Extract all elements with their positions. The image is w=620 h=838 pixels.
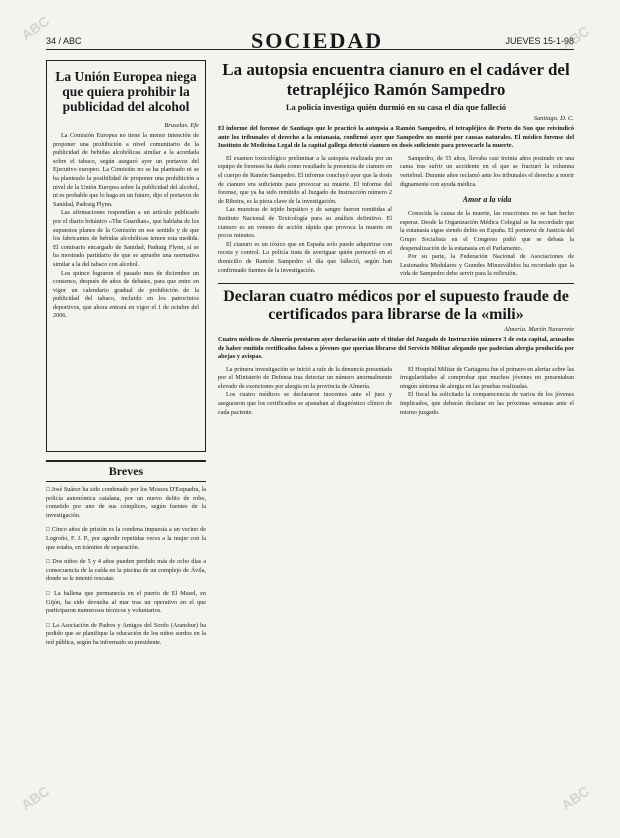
sampedro-subhead: La policía investiga quién durmió en su casa el día que falleció	[285, 103, 507, 112]
mili-paragraph: El Hospital Militar de Cartagena fue el primero en alertar sobre las irregularidades al comprobar que muchos jóvenes no presentaban ningún síntoma de alergia en las pruebas realizadas.	[400, 365, 574, 390]
sampedro-lead: El informe del forense de Santiago que le practicó la autopsia a Ramón Sampedro, el tetrapléjico de Porto do Son que reivindicó ante los tribunales el derecho a la eutanasia, confirmó ayer que Sampedro no murió por causas naturales. El médico forense del Instituto de Medicina Legal de la capital gallega detectó cianuro en dosis suficiente para provocarle la muerte.	[218, 125, 574, 150]
mili-dateline: Almería. Martín Navarrete	[504, 325, 574, 333]
issue-date: JUEVES 15-1-98	[505, 36, 574, 46]
sampedro-paragraph: Sampedro, de 55 años, llevaba casi treinta años postrado en una cama tras sufrir un accidente en el que se fracturó la columna vertebral. Durante años reclamó ante los tribunales el derecho a morir dignamente con ayuda médica.	[400, 154, 574, 188]
breve-item: □ Dos niños de 5 y 4 años pueden perdido más de ocho días a consecuencia de la caída en la piscina de un complejo de Ávila, donde se le intentó rescatar.	[46, 558, 206, 583]
alcohol-paragraph: La Comisión Europea no tiene la menor intención de proponer una prohibición a nivel comunitario de la publicidad de bebidas alcohólicas similar a la acordada sobre el tabaco, según aseguró ayer un portavoz del Ejecutivo europeo. La Comisión no se ha planteado ni se ha planteado la posibilidad de proponer una prohibición a nivel de la Unión Europea sobre la publicidad del alcohol, ni es probable que lo haga en un futuro, dijo el portavoz de Sanidad, Padraig Flynn.	[53, 132, 199, 208]
mili-paragraph: Los cuatro médicos se declararon inocentes ante el juez y aseguraron que los certificados se ajustaban al diagnóstico clínico de cada paciente.	[218, 391, 392, 416]
left-column	[46, 60, 206, 654]
mili-paragraph: La primera investigación se inició a raíz de la denuncia presentada por el Ministerio de Defensa tras detectar un número anormalmente elevado de exenciones por alergia en la provincia de Almería.	[218, 365, 392, 390]
breve-item: □ José Suárez ha sido condenado por los Mossos D'Esquadra, la policía autonómica catalana, por un nuevo delito de robo, cometido por uno de sus cómplices, según fuentes de la investigación.	[46, 486, 206, 519]
watermark: ABC	[558, 782, 593, 814]
sampedro-col-1	[218, 155, 392, 279]
sampedro-paragraph: El examen toxicológico preliminar a la autopsia realizada por un equipo de forenses ha dado como resultado la presencia de cianuro en el cuerpo de Ramón Sampedro. El informe concluyó ayer que la dosis de cianuro era suficiente para provocar su muerte. El informe del forense, que ya ha sido remitido al Juzgado de Instrucción número 2 de Ribeira, es la pieza clave de la investigación.	[218, 154, 392, 205]
sampedro-paragraph: Las muestras de tejido hepático y de sangre fueron remitidas al Instituto Nacional de Toxicología para su análisis definitivo. El cianuro es un veneno de acción rápida que provoca la muerte en pocos minutos.	[218, 206, 392, 240]
mili-body	[218, 366, 574, 418]
section-title: SOCIEDAD	[251, 28, 384, 53]
sampedro-col-2	[400, 155, 574, 279]
mili-col-2	[400, 366, 574, 418]
watermark: ABC	[558, 22, 593, 54]
mili-paragraph: El fiscal ha solicitado la comparecencia de varios de los jóvenes implicados, que deberán declarar en las próximas semanas ante el mismo juzgado.	[400, 391, 574, 416]
breve-item: □ Cinco años de prisión es la condena impuesta a un vecino de Logroño, F. J. P., por agredir repetidas veces a la mujer con la que estaba, en trámites de separación.	[46, 526, 206, 551]
mili-lead: Cuatro médicos de Almería prestaron ayer declaración ante el titular del Juzgado de Instrucción número 3 de esta capital, acusados de haber emitido certificados falsos a jóvenes que querían librarse del Servicio Militar alegando que padecían alergia producida por abejas y avispas.	[218, 335, 574, 361]
sampedro-paragraph: Conocida la causa de la muerte, las reacciones no se han hecho esperar. Desde la Organización Médica Colegial se ha recordado que la eutanasia sigue siendo delito en España. El portavoz de Justicia del Grupo Socialista en el Congreso pidió que se debata la despenalización de la eutanasia en el Parlamento.	[400, 210, 574, 252]
breves-list	[46, 486, 206, 648]
alcohol-article-box	[46, 60, 206, 452]
breve-item: □ La Asociación de Padres y Amigos del Sordo (Aransbur) ha pedido que se planifique la educación de los niños sordos en la red pública, según ha informado su presidente.	[46, 621, 206, 646]
story-separator	[218, 283, 574, 284]
sampedro-body	[218, 155, 574, 279]
alcohol-headline: La Unión Europea niega que quiera prohibir la publicidad del alcohol	[55, 69, 197, 114]
mili-col-1	[218, 366, 392, 418]
masthead	[46, 28, 574, 53]
alcohol-paragraph: Las afirmaciones respondían a un artículo publicado por el diario británico «The Guardian», que hablaba de los supuestos planes de la Comisión en ese sentido y de que los fabricantes de bebidas alcohólicas temen esta medida. El comisario encargado de Sanidad, Padraig Flynn, sí se ha mostrado partidario de que se apruebe una normativa similar a la del tabaco con alcohol.	[53, 209, 199, 268]
breves-header: Breves	[46, 460, 206, 482]
mili-headline: Declaran cuatro médicos por el supuesto fraude de certificados para librarse de la «mili»	[223, 287, 569, 323]
sampedro-intertitle: Amor a la vida	[462, 195, 512, 205]
sampedro-dateline: Santiago. D. C.	[533, 115, 574, 122]
watermark: ABC	[18, 782, 53, 814]
masthead-rule	[46, 49, 574, 50]
page-number: 34 / ABC	[46, 36, 82, 46]
sampedro-paragraph: El cianuro es un tóxico que en España solo puede adquirirse con receta y control. La policía trata de averiguar quién pernoctó en el domicilio de Ramón Sampedro el día que falleció, según han confirmado fuentes de la investigación.	[218, 240, 392, 274]
sampedro-paragraph: Por su parte, la Federación Nacional de Asociaciones de Lesionados Medulares y Grandes Minusválidos ha recordado que la vida de Sampedro debe servir para la reflexión.	[400, 253, 574, 278]
sampedro-headline: La autopsia encuentra cianuro en el cadáver del tetrapléjico Ramón Sampedro	[222, 60, 570, 99]
watermark: ABC	[18, 12, 53, 44]
main-column	[218, 60, 574, 417]
breve-item: □ La ballena que permanecía en el puerto de El Musel, en Gijón, ha sido devuelta al mar tras un operativo en el que participaron numerosos técnicos y voluntarios.	[46, 589, 206, 615]
alcohol-paragraph: Los quince lograron el pasado mes de diciembre un consenso, después de años de debates, para que entre en vigor un calendario gradual de prohibición de la publicidad del tabaco, incluido en los patrocinios deportivos, que ahora entrará en vigor el 1 de octubre del 2006.	[53, 269, 199, 320]
alcohol-byline: Bruselas. Efe	[164, 122, 199, 129]
